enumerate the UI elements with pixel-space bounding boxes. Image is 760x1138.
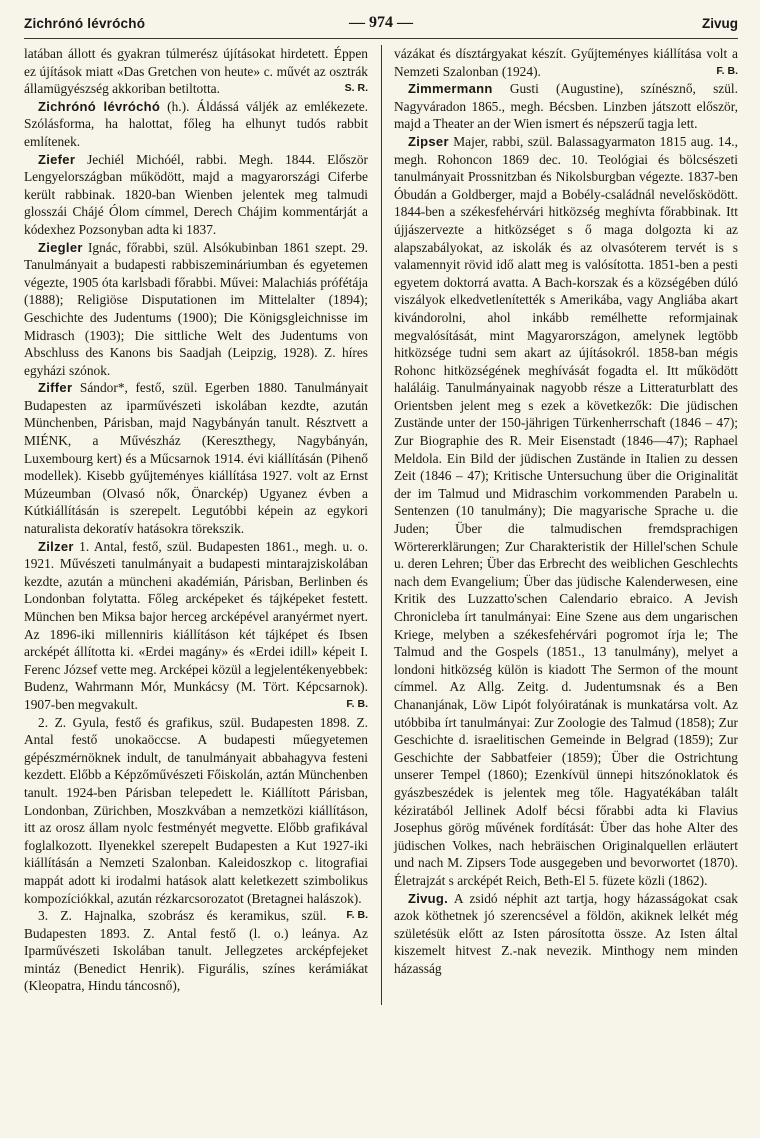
column-divider	[381, 45, 382, 1005]
entry-text: A zsidó néphit azt tartja, hogy házasságokat csak azok köthetnek jó szerencsével a földön, akiknek lelkét még születésük előtt az Isten párosította össze. Az Isten által kiszemelt hitvest Z.-nak nevezik. Minthogy nem minden házasság	[394, 890, 739, 976]
author-signature: S. R.	[344, 82, 368, 95]
entry-text: vázákat és dísztárgyakat készít. Gyűjteményes kiállítása volt a Nemzeti Szalonban (1924).	[394, 46, 738, 79]
right-column	[394, 45, 738, 995]
header-left-keyword: Zichrónó lévróchó	[24, 16, 146, 31]
entry-text: latában állott és gyakran túlmerész újításokat hirdetett. Éppen ez újítások miatt «Das Gretchen von heute» c. művét az osztrák államügyészség akkoriban betiltotta.	[24, 46, 368, 97]
entry-text: Ignác, főrabbi, szül. Alsókubinban 1861 szept. 29. Tanulmányait a budapesti rabbiszemináriumban és egyetemen végezte, 1905 óta karlsbadi főrabbi. Művei: Malachiás prófétája (1888); Religiöse Disputationen im Mittelalter (1894); Geschichte des Judentums (1900); Die Königsgleichnisse im Midrasch (1903); Die sittliche Welt des Judentums von Abschluss des Kanons bis Saadjah (Leipzig, 1928). Z. híres egyházi szónok.	[24, 239, 368, 378]
entry-text: 2. Z. Gyula, festő és grafikus, szül. Budapesten 1898. Z. Antal festő unokaöccse. A budapesti műegyetemen gépészmérnöknek indult, de tanulmányait abbahagyva festeni kezdett. Előbb a Képzőművészeti Főiskolán, aztán Münchenben tanult. 1924-ben Párisban telepedett le. Kiállított Párisban, Londonban, Zürichben, Moszkvában a nemzetközi kiállításon, itt az orosz állam nyolc festményét megvette. Előbb grafikával foglalkozott. Ilyenekkel szerepelt Budapesten a Kut 1927-iki kiállításán a Nemzeti Szalonban. Kaleidoszkop c. litografiai mappát adott ki irodalmi hatások alatt keletkezett szimbolikus kompozíciókkal, azután rézkarcsorozatot (Bretagnei halászok).	[24, 714, 368, 906]
left-column	[24, 45, 368, 995]
entry-zimmermann	[394, 80, 738, 133]
author-signature: F. B.	[346, 697, 368, 710]
headword: Ziegler	[38, 239, 83, 255]
entry-text: Sándor*, festő, szül. Egerben 1880. Tanulmányait Budapesten az iparművészeti iskolában kezdte, azután Münchenben, Párisban, majd Nagybányán tanult. Résztvett a MIÉNK, a Művészház (Kereszthegy, Nagybányán, Luxembourg kert) és a Műcsarnok 1914. évi kiállításán (Pihenő modellek). Kisebb gyűjteményes kiállítása 1927. volt az Ernst Múzeumban (Olvasó nők, Önarckép) Ugyanez évben a Kútkiállításán is szerepelt. Legutóbbi képein az egykori naturalista dekoratív hatásokra törekszik.	[24, 380, 368, 537]
header-right-keyword: Zivug	[702, 16, 738, 31]
entry-continuation	[394, 45, 738, 80]
page-header	[24, 14, 738, 39]
entry-zipser	[394, 133, 738, 890]
headword: Zichrónó lévróchó	[38, 98, 161, 114]
entry-ziefer	[24, 151, 368, 239]
page-number: — 974 —	[349, 14, 413, 31]
entry-text: Majer, rabbi, szül. Balassagyarmaton 1815 aug. 14., megh. Rohoncon 1869 dec. 10. Teológiai és bölcsészeti tanulmányait Prossnitzban és Nikolsburgban végezte. 1837-ben Óbudán a Goldberger, majd a Bobély-családnál nevelősködött. 1844-ben a székesfehérvári hitközség meghívta főrabbinak. Itt újjászervezte a hitközséget s ő maga dolgozta ki az alapszabályokat, az iskolák és az olvasóterem tervét is s valamennyit rövid idő alatt meg is valósította. 1851-ben a pesti egyetem doktorrá avatta. A Bach-korszak és a községében dúló viszályok elkedvetlenítették s Amerikába, vagy Angliába akart kivándorolni, ahol inkább remélhette reformjainak megvalósítását, mint Magyarországon, amelynek legtöbb hitközsége tudni sem akart az újításokról. 1858-ban mégis Rohonc hitközségének meghívását fogadta el. Itt működött haláláig. Tanulmányainak nagyobb része a Litteraturblatt des Orientsben jelent meg s ezek a következők: Die jüdischen Zustände unter der 150-jährigen Türkenherrschaft (1846 – 47); Zur Biographie des R. Meir Eisenstadt (1846—47); Raphael Meldola. Ein Bild der jüdischen Zustände in Italien zu dessen Zeit (1846 – 47); Kritische Untersuchung über die Originalität der im Talmud und Midraschim vorkommenden Parabeln u. Sentenzen (10 tanulmány); Die magyarische Sprache u. die Juden; Über die talmudischen fremdsprachigen Wörtererklärungen; Zur Charakteristik der Hillel'schen Schule u. deren Lehren; Über das Erbrecht des weiblichen Geschlechts nach dem Evangelium; Über das jüdische Kalenderwesen, eine Kritik des Luzzatto'schen Calendario ebraico. A Jevish Chronicleba írt tanulmányai: Eine Szene aus dem ungarischen Kriege, melyben a székesfehérvári pogromot írja le; The Talmud and the Gospels (1851., 13 tanulmány), melyet a londoni hitközség külön is kiadott The Sermon of the mount címmel. Az Allg. Zeitg. d. Judentumsnak és a Ben Chananjának, Löw Lipót folyóiratának is munkatársa volt. Az utóbbiba írt tanulmányai: Zur Zoologie des Talmud (1858); Zur Geschichte d. israelitischen Gemeinde in Belgrad (1859); Zur Geschichte der Sabbatfeier (1859); Über die Ostrichtung unserer Tempel (1860); Ezenkívül ünnepi hitszónoklatok és gyászbeszédek is jelentek meg tőle. Hagyatékában talált kéziratából Jellinek Adolf bécsi főrabbi adta ki Flavius Josephus görög művének fordítását: Über das hohe Alter des jüdischen Volkes, nach hebräischen Originalquellen erläutert und nach M. Zipsers Tode ausgegeben und bevorwortet (1870). Életrajzát s arcképét Reich, Beth-El 5. füzete közli (1862).	[394, 133, 738, 888]
headword: Zipser	[408, 133, 449, 149]
entry-zilzer-gyula	[24, 714, 368, 922]
entry-text: Jechiél Michóél, rabbi. Megh. 1844. Először Lengyelországban működött, majd a magyarországi Ciferbe került rabbinak. 1820-ban Wienben jelentek meg talmudi glosszái Chájé Ólom címmel, Derech Chájim kommentárját a kódexhez Pozsonyban adta ki 1837.	[24, 151, 368, 237]
headword: Zimmermann	[408, 81, 493, 97]
entry-continuation	[24, 45, 368, 98]
headword: Zilzer	[38, 538, 74, 554]
entry-zilzer-antal	[24, 538, 368, 714]
entry-zivug	[394, 890, 738, 978]
entry-zilzer-hajnalka	[24, 907, 368, 995]
entry-text: (h.). Áldássá váljék az emlékezete. Szólásforma, ha halottat, főleg ha elhunyt tudós rabbit említenek.	[24, 98, 368, 149]
entry-zichrono	[24, 98, 368, 151]
entry-ziegler	[24, 239, 368, 380]
two-column-body	[24, 45, 738, 995]
entry-text: Gusti (Augustine), színésznő, szül. Nagyváradon 1865., megh. Bécsben. Linzben játszott először, majd a Theater an der Wien ismert és népszerű tagja lett.	[394, 81, 738, 132]
author-signature: F. B.	[716, 64, 738, 77]
headword: Zivug.	[408, 890, 449, 906]
entry-text: 1. Antal, festő, szül. Budapesten 1861., megh. u. o. 1921. Művészeti tanulmányait a budapesti mintarajziskolában kezdte, azután a müncheni akadémián, Párisban, Berlinben és Londonban folytatta. Főleg arcképeket és tájképeket festett. München ben Miksa bajor herceg arcképével aranyérmet nyert. Az 1896-iki millenniris kiállításon két tájképet és Ibsen arcképét állította ki. «Erdei magány» és «Erdei idill» képeit I. Ferenc József vette meg. Arcképei közül a legjelentékenyebbek: Budenz, Wahrmann Mór, Munkácsy (M. Tört. Képcsarnok). 1907-ben megvakult.	[24, 538, 368, 712]
author-signature: F. B.	[346, 909, 368, 922]
headword: Ziefer	[38, 151, 76, 167]
entry-text: 3. Z. Hajnalka, szobrász és keramikus, szül. Budapesten 1893. Z. Antal festő (l. o.) leánya. Az Iparművészeti Iskolában tanult. Jellegzetes arcképfejeket mintáz (Benedict Henrik). Figurális, színes kerámiákat (Kleopatra, Hindu táncosnő),	[24, 908, 368, 994]
headword: Ziffer	[38, 380, 73, 396]
entry-ziffer	[24, 379, 368, 537]
